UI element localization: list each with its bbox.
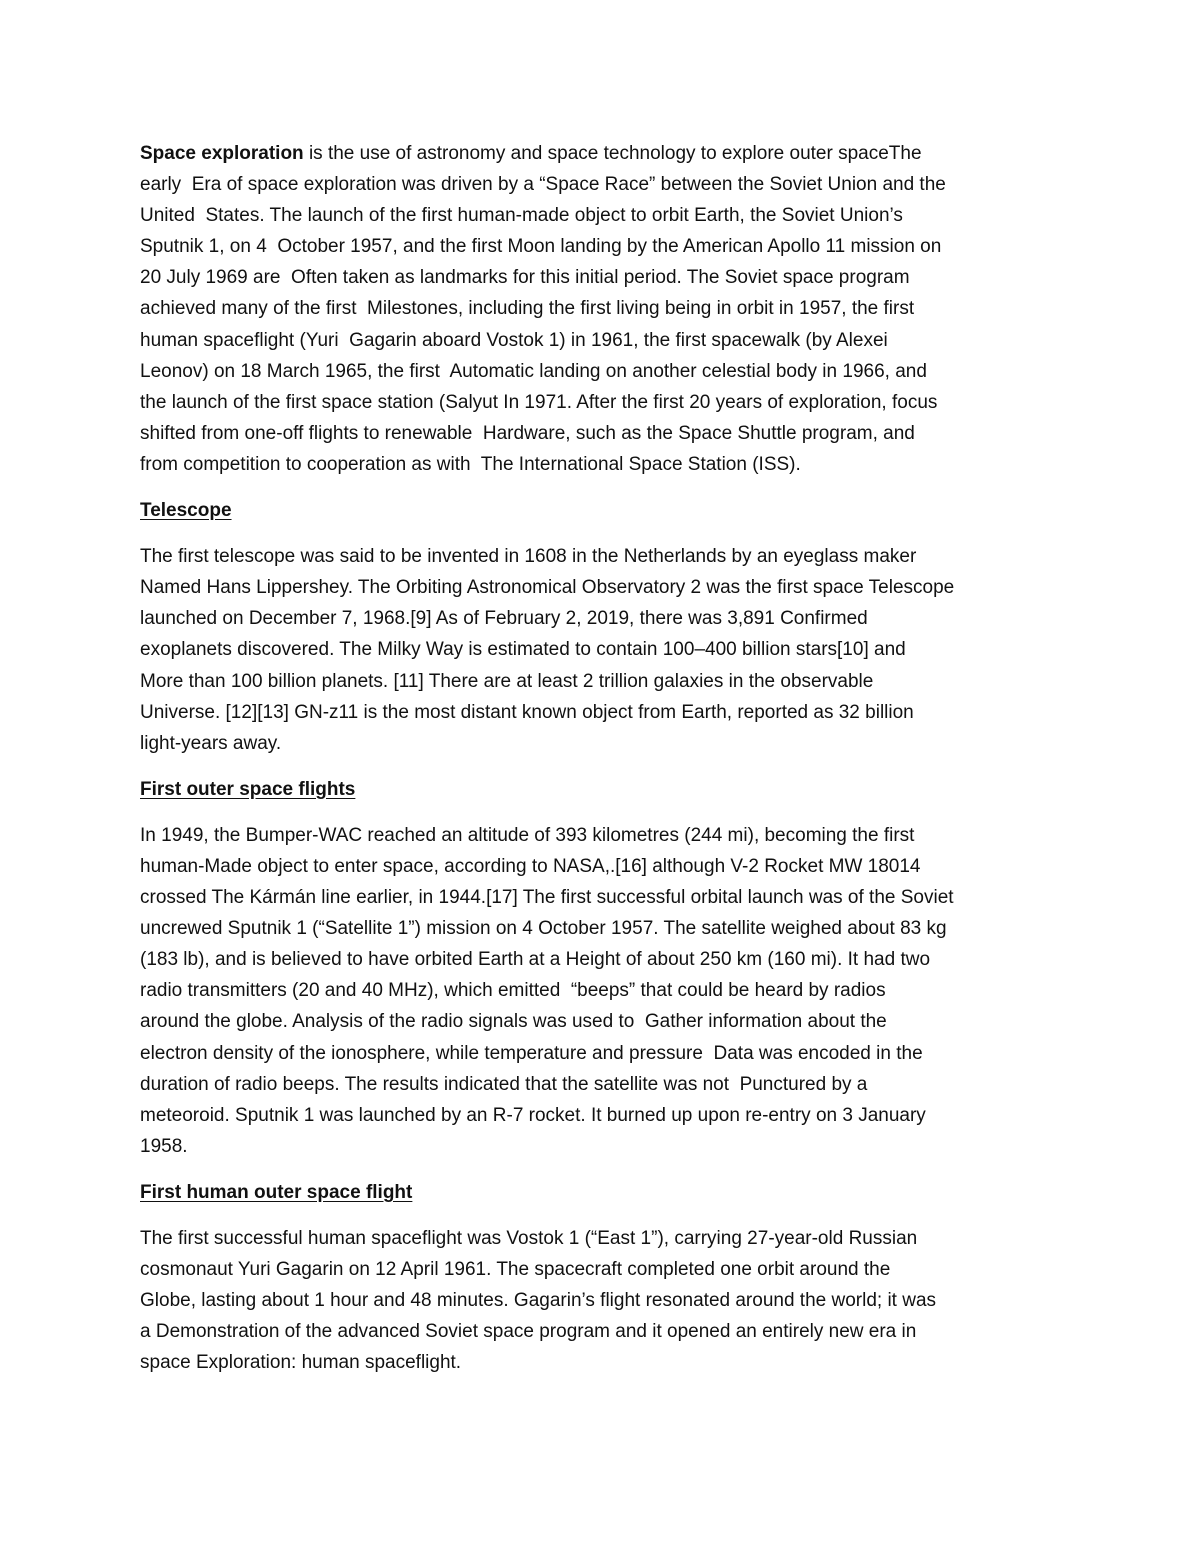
text-line: uncrewed Sputnik 1 (“Satellite 1”) mission on 4 October 1957. The satellite weighed about 83 kg (140, 918, 947, 940)
text-line: United States. The launch of the first human-made object to orbit Earth, the Soviet Union’s (140, 205, 903, 227)
text-line: human-Made object to enter space, according to NASA,.[16] although V-2 Rocket MW 18014 (140, 855, 921, 877)
text-line: early Era of space exploration was driven by a “Space Race” between the Soviet Union and the (140, 174, 946, 196)
text-line: cosmonaut Yuri Gagarin on 12 April 1961. The spacecraft completed one orbit around the (140, 1259, 891, 1281)
text-line: the launch of the first space station (Salyut In 1971. After the first 20 years of exploration, focus (140, 391, 938, 413)
intro-lead-term: Space exploration (140, 143, 304, 164)
intro-lead-text: is the use of astronomy and space technology to explore outer spaceThe (303, 143, 922, 164)
intro-paragraph (140, 138, 1070, 480)
text-line: launched on December 7, 1968.[9] As of February 2, 2019, there was 3,891 Confirmed (140, 608, 868, 630)
text-line: 20 July 1969 are Often taken as landmarks for this initial period. The Soviet space program (140, 267, 910, 289)
text-line: meteoroid. Sputnik 1 was launched by an R-7 rocket. It burned up upon re-entry on 3 January (140, 1104, 926, 1126)
text-line: Named Hans Lippershey. The Orbiting Astronomical Observatory 2 was the first space Telescope (140, 577, 955, 599)
text-line: Sputnik 1, on 4 October 1957, and the first Moon landing by the American Apollo 11 mission on (140, 236, 942, 258)
text-line: The first telescope was said to be invented in 1608 in the Netherlands by an eyeglass maker (140, 546, 917, 568)
text-line: human spaceflight (Yuri Gagarin aboard Vostok 1) in 1961, the first spacewalk (by Alexei (140, 329, 888, 351)
section-heading-telescope: Telescope (140, 500, 232, 522)
text-line: More than 100 billion planets. [11] There are at least 2 trillion galaxies in the observable (140, 670, 874, 692)
text-line: space Exploration: human spaceflight. (140, 1352, 462, 1374)
section-heading-first-human-outer-space-flight: First human outer space flight (140, 1181, 413, 1203)
text-line: Globe, lasting about 1 hour and 48 minutes. Gagarin’s flight resonated around the world; it was (140, 1290, 937, 1312)
text-line: duration of radio beeps. The results indicated that the satellite was not Punctured by a (140, 1073, 868, 1095)
text-line: 1958. (140, 1135, 188, 1157)
text-line: Leonov) on 18 March 1965, the first Automatic landing on another celestial body in 1966, and (140, 360, 927, 382)
text-line: shifted from one-off flights to renewable Hardware, such as the Space Shuttle program, and (140, 422, 915, 444)
text-line: light-years away. (140, 732, 282, 754)
text-line: electron density of the ionosphere, while temperature and pressure Data was encoded in the (140, 1042, 923, 1064)
intro-first-line (140, 138, 1070, 169)
text-line: achieved many of the first Milestones, including the first living being in orbit in 1957, the first (140, 298, 915, 320)
text-line: crossed The Kármán line earlier, in 1944.[17] The first successful orbital launch was of the Soviet (140, 887, 954, 909)
text-line: (183 lb), and is believed to have orbited Earth at a Height of about 250 km (160 mi). It had two (140, 949, 931, 971)
text-line: The first successful human spaceflight was Vostok 1 (“East 1”), carrying 27-year-old Russian (140, 1228, 918, 1249)
section-heading-first-outer-space-flights: First outer space flights (140, 778, 356, 800)
text-line: a Demonstration of the advanced Soviet space program and it opened an entirely new era in (140, 1321, 917, 1343)
text-line: exoplanets discovered. The Milky Way is estimated to contain 100–400 billion stars[10] and (140, 639, 906, 661)
document-page (140, 138, 1070, 1393)
text-line: In 1949, the Bumper-WAC reached an altitude of 393 kilometres (244 mi), becoming the first (140, 824, 915, 846)
first-human-outer-space-flight-paragraph (140, 1223, 1070, 1378)
telescope-paragraph (140, 541, 1070, 759)
text-line: from competition to cooperation as with The International Space Station (ISS). (140, 453, 801, 475)
first-outer-space-flights-paragraph (140, 820, 1070, 1162)
text-line: radio transmitters (20 and 40 MHz), which emitted “beeps” that could be heard by radios (140, 980, 886, 1002)
text-line: Universe. [12][13] GN-z11 is the most distant known object from Earth, reported as 32 billion (140, 701, 914, 723)
text-line: around the globe. Analysis of the radio signals was used to Gather information about the (140, 1011, 887, 1033)
